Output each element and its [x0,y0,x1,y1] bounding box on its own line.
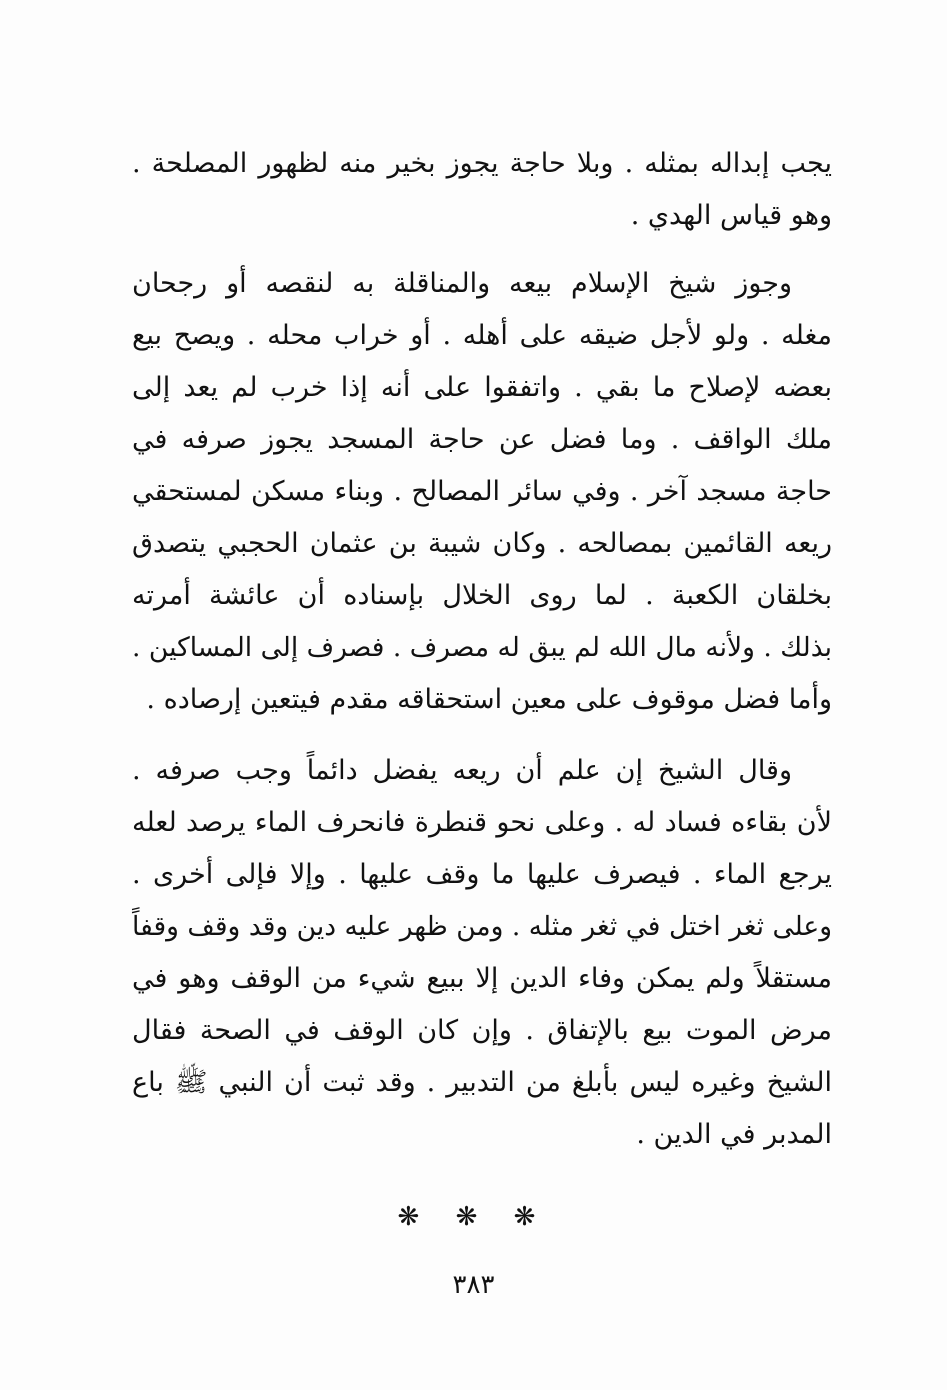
paragraph-line: مستقلاً ولم يمكن وفاء الدين إلا ببيع شيء من الوقف وهو في [132,963,832,994]
paragraph-line: بخلقان الكعبة . لما روى الخلال بإسناده أن عائشة أمرته [132,580,832,611]
paragraph-line: وجوز شيخ الإسلام بيعه والمناقلة به لنقصه أو رجحان [132,268,792,299]
paragraph-line: حاجة مسجد آخر . وفي سائر المصالح . وبناء مسكن لمستحقي [132,476,832,507]
paragraph-line: المدبر في الدين . [636,1119,832,1150]
paragraph-line: مرض الموت بيع بالإتفاق . وإن كان الوقف في الصحة فقال [132,1015,832,1046]
paragraph-3 [132,745,832,1161]
paragraph-line: لأن بقاءه فساد له . وعلى نحو قنطرة فانحرف الماء يرصد لعله [132,807,832,838]
paragraph-line: الشيخ وغيره ليس بأبلغ من التدبير . وقد ثبت أن النبي ﷺ باع [132,1067,832,1098]
paragraph-line: وعلى ثغر اختل في ثغر مثله . ومن ظهر عليه دين وقد وقف وقفاً [132,911,832,942]
paragraph-line: وقال الشيخ إن علم أن ريعه يفضل دائماً وجب صرفه . [132,755,792,786]
paragraph-line: مغله . ولو لأجل ضيقه على أهله . أو خراب محله . ويصح بيع [132,320,832,351]
page-number: ٣٨٣ [452,1270,495,1300]
paragraph-line: بعضه لإصلاح ما بقي . واتفقوا على أنه إذا خرب لم يعد إلى [132,372,832,403]
paragraph-2 [132,258,832,726]
paragraph-line: يرجع الماء . فيصرف عليها ما وقف عليها . وإلا فإلى أخرى . [132,859,832,890]
paragraph-line: وأما فضل موقوف على معين استحقاقه مقدم فيتعين إرصاده . [146,684,832,715]
section-separator: ❋ ❋ ❋ [397,1202,550,1232]
paragraph-line: ملك الواقف . وما فضل عن حاجة المسجد يجوز صرفه في [132,424,832,455]
paragraph-line: وهو قياس الهدي . [630,200,832,231]
paragraph-line: بذلك . ولأنه مال الله لم يبق له مصرف . فصرف إلى المساكين . [132,632,832,663]
paragraph-line: ريعه القائمين بمصالحه . وكان شيبة بن عثمان الحجبي يتصدق [132,528,832,559]
paragraph-1 [132,138,832,242]
paragraph-line: يجب إبداله بمثله . وبلا حاجة يجوز بخير منه لظهور المصلحة . [132,148,832,179]
